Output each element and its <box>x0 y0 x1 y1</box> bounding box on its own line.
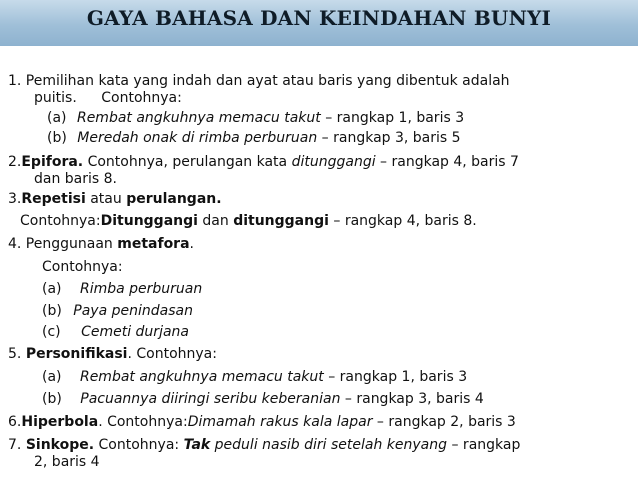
item-5-example-b <box>42 391 484 408</box>
example-number: (a) <box>42 369 62 385</box>
item-6-text: . Contohnya: <box>98 414 188 430</box>
item-1-example-a <box>47 110 464 127</box>
item-6-quote: Dimamah rakus kala lapar <box>187 414 373 430</box>
item-7-text-cont: 2, baris 4 <box>34 454 100 470</box>
item-2-italic-word: ditunggangi <box>291 154 376 170</box>
item-6-line-1 <box>8 414 516 431</box>
example-label: Contohnya: <box>42 259 123 275</box>
item-7-term: Sinkope. <box>25 437 95 453</box>
item-5-example-a <box>42 369 467 386</box>
item-4-example-a <box>42 281 202 298</box>
item-4-term: metafora <box>117 236 190 252</box>
item-2-line-1 <box>8 154 519 171</box>
item-6-reference: – rangkap 2, baris 3 <box>372 414 516 430</box>
item-4-line-1 <box>8 236 194 253</box>
item-7-line-1 <box>8 437 520 454</box>
item-3-line-1 <box>8 191 222 208</box>
example-quote: Rembat angkuhnya memacu takut <box>76 110 321 126</box>
item-2-number: 2. <box>8 154 22 170</box>
example-number: (b) <box>42 391 62 407</box>
item-6-term: Hiperbola <box>21 414 99 430</box>
item-5-line-1 <box>8 346 217 363</box>
example-reference: – rangkap 1, baris 3 <box>320 110 465 126</box>
example-quote: Pacuannya diiringi seribu keberanian <box>80 391 341 407</box>
item-2-line-2 <box>34 171 117 188</box>
example-quote: Paya penindasan <box>73 303 193 319</box>
example-quote: Meredah onak di rimba perburuan <box>77 130 318 146</box>
example-number: (a) <box>47 110 67 126</box>
item-1-example-b <box>47 130 461 147</box>
item-2-reference: – rangkap 4, baris 7 <box>375 154 519 170</box>
item-3-example-connector: dan <box>197 213 234 229</box>
item-7-reference: – rangkap <box>447 437 521 453</box>
example-number: (a) <box>42 281 62 297</box>
item-1-line-1 <box>8 73 510 90</box>
item-3-example <box>20 213 477 230</box>
item-4-example-b <box>42 303 193 320</box>
item-3-term-2: perulangan. <box>126 191 222 207</box>
example-quote: Rembat angkuhnya memacu takut <box>79 369 324 385</box>
example-reference: – rangkap 1, baris 3 <box>323 369 468 385</box>
item-7-bold-word: Tak <box>183 437 211 453</box>
item-4-example-label <box>42 259 123 276</box>
slide-title: GAYA BAHASA DAN KEINDAHAN BUNYI <box>86 6 552 30</box>
item-7-quote: peduli nasib diri setelah kenyang <box>210 437 448 453</box>
example-number: (b) <box>42 303 62 319</box>
item-3-example-term-1: Ditunggangi <box>100 213 198 229</box>
item-3-example-label: Contohnya: <box>20 213 101 229</box>
item-1-text: 1. Pemilihan kata yang indah dan ayat atau baris yang dibentuk adalah <box>8 73 510 89</box>
item-3-term-1: Repetisi <box>21 191 86 207</box>
item-7-text: Contohnya: <box>94 437 184 453</box>
example-reference: – rangkap 3, baris 4 <box>340 391 484 407</box>
item-3-connector: atau <box>85 191 127 207</box>
item-4-example-c <box>42 324 189 341</box>
item-3-example-reference: – rangkap 4, baris 8. <box>328 213 477 229</box>
item-4-period: . <box>189 236 194 252</box>
item-3-example-term-2: ditunggangi <box>233 213 329 229</box>
item-2-term: Epifora. <box>21 154 84 170</box>
item-5-text: . Contohnya: <box>127 346 217 362</box>
item-5-number: 5. <box>8 346 26 362</box>
example-quote: Rimba perburuan <box>79 281 203 297</box>
item-4-number: 4. Penggunaan <box>8 236 118 252</box>
item-1-text-cont: puitis. <box>34 90 77 106</box>
example-quote: Cemeti durjana <box>81 324 189 340</box>
item-1-line-2 <box>34 90 182 107</box>
item-7-number: 7. <box>8 437 26 453</box>
item-6-number: 6. <box>8 414 22 430</box>
example-number: (c) <box>42 324 61 340</box>
example-number: (b) <box>47 130 67 146</box>
item-5-term: Personifikasi <box>25 346 128 362</box>
item-2-text: Contohnya, perulangan kata <box>83 154 292 170</box>
item-7-line-2 <box>34 454 100 471</box>
example-reference: – rangkap 3, baris 5 <box>317 130 461 146</box>
item-2-text-cont: dan baris 8. <box>34 171 118 187</box>
item-1-example-label: Contohnya: <box>101 90 182 106</box>
item-3-number: 3. <box>8 191 22 207</box>
